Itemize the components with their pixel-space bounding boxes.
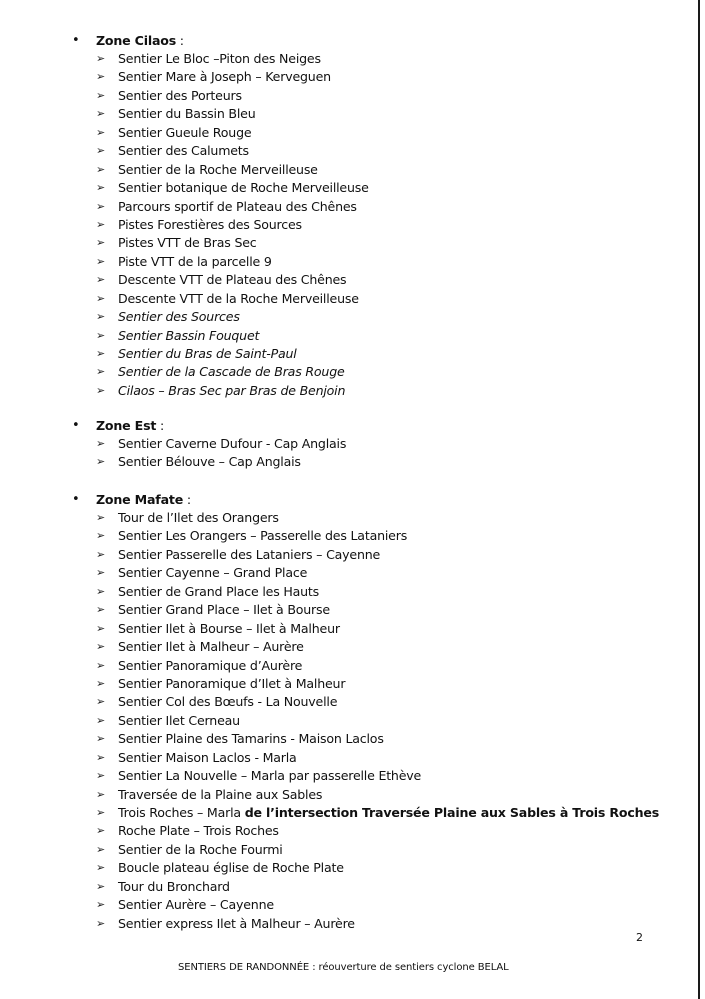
- arrow-bullet-icon: ➢: [96, 70, 106, 84]
- list-item: ➢ Cilaos – Bras Sec par Bras de Benjoin: [0, 382, 690, 400]
- zone-heading: [0, 490, 690, 509]
- list-item: ➢ Sentier Plaine des Tamarins - Maison Laclos: [0, 730, 690, 748]
- list-item: ➢ Sentier des Sources: [0, 308, 690, 326]
- arrow-bullet-icon: ➢: [96, 437, 106, 450]
- list-item: ➢ Sentier Bélouve – Cap Anglais: [0, 453, 690, 471]
- arrow-bullet-icon: ➢: [96, 273, 106, 287]
- list-item: ➢ Sentier La Nouvelle – Marla par passerelle Ethève: [0, 767, 690, 785]
- zone-title: Zone Mafate :: [96, 492, 191, 507]
- arrow-bullet-icon: ➢: [96, 695, 106, 709]
- arrow-bullet-icon: ➢: [96, 879, 106, 893]
- bold-annotation: de l’intersection Traversée Plaine aux Sables à Trois Roches: [244, 805, 659, 820]
- arrow-bullet-icon: ➢: [96, 842, 106, 856]
- arrow-bullet-icon: ➢: [96, 787, 106, 801]
- arrow-bullet-icon: ➢: [96, 107, 106, 121]
- list-item: ➢ Sentier de la Roche Merveilleuse: [0, 161, 690, 179]
- list-item: ➢ Sentier Ilet Cerneau: [0, 712, 690, 730]
- zone-cilaos: [0, 31, 690, 400]
- arrow-bullet-icon: ➢: [96, 455, 106, 469]
- list-item: ➢ Trois Roches – Marla de l’intersection Traversée Plaine aux Sables à Trois Roches: [0, 804, 690, 822]
- bullet-icon: •: [72, 418, 80, 433]
- arrow-bullet-icon: ➢: [96, 769, 106, 783]
- list-item: ➢ Sentier des Calumets: [0, 142, 690, 160]
- arrow-bullet-icon: ➢: [96, 584, 106, 598]
- list-item: ➢ Sentier de la Cascade de Bras Rouge: [0, 363, 690, 381]
- arrow-bullet-icon: ➢: [96, 236, 106, 250]
- arrow-bullet-icon: ➢: [96, 383, 106, 397]
- list-item: ➢ Pistes Forestières des Sources: [0, 216, 690, 234]
- arrow-bullet-icon: ➢: [96, 291, 106, 305]
- arrow-bullet-icon: ➢: [96, 144, 106, 158]
- zone-title: Zone Est :: [96, 418, 165, 433]
- arrow-bullet-icon: ➢: [96, 603, 106, 617]
- arrow-bullet-icon: ➢: [96, 529, 106, 543]
- list-item: ➢ Sentier Les Orangers – Passerelle des Lataniers: [0, 527, 690, 545]
- bullet-icon: •: [72, 33, 80, 48]
- arrow-bullet-icon: ➢: [96, 658, 106, 672]
- list-item: ➢ Traversée de la Plaine aux Sables: [0, 786, 690, 804]
- list-item: ➢ Descente VTT de la Roche Merveilleuse: [0, 290, 690, 308]
- arrow-bullet-icon: ➢: [96, 676, 106, 690]
- list-item: ➢ Sentier Cayenne – Grand Place: [0, 564, 690, 582]
- list-item: ➢ Pistes VTT de Bras Sec: [0, 234, 690, 252]
- arrow-bullet-icon: ➢: [96, 511, 106, 524]
- list-item: ➢ Sentier Panoramique d’Ilet à Malheur: [0, 675, 690, 693]
- list-item: ➢ Piste VTT de la parcelle 9: [0, 253, 690, 271]
- zone-heading: [0, 31, 690, 50]
- page-number: 2: [636, 931, 643, 944]
- arrow-bullet-icon: ➢: [96, 125, 106, 139]
- list-item: ➢ Sentier des Porteurs: [0, 87, 690, 105]
- arrow-bullet-icon: ➢: [96, 824, 106, 838]
- arrow-bullet-icon: ➢: [96, 732, 106, 746]
- arrow-bullet-icon: ➢: [96, 181, 106, 195]
- list-item: ➢ Sentier Maison Laclos - Marla: [0, 749, 690, 767]
- list-item: ➢ Roche Plate – Trois Roches: [0, 822, 690, 840]
- list-item: ➢ Sentier Panoramique d’Aurère: [0, 657, 690, 675]
- arrow-bullet-icon: ➢: [96, 640, 106, 654]
- list-item: ➢ Sentier Ilet à Bourse – Ilet à Malheur: [0, 620, 690, 638]
- bullet-icon: •: [72, 492, 80, 507]
- arrow-bullet-icon: ➢: [96, 806, 106, 819]
- arrow-bullet-icon: ➢: [96, 861, 106, 875]
- arrow-bullet-icon: ➢: [96, 547, 106, 561]
- list-item: ➢ Parcours sportif de Plateau des Chênes: [0, 198, 690, 216]
- arrow-bullet-icon: ➢: [96, 254, 106, 268]
- arrow-bullet-icon: ➢: [96, 898, 106, 912]
- arrow-bullet-icon: ➢: [96, 217, 106, 231]
- zone-heading: [0, 416, 690, 435]
- trail-list: [0, 50, 690, 400]
- arrow-bullet-icon: ➢: [96, 916, 106, 930]
- list-item: ➢ Sentier du Bras de Saint-Paul: [0, 345, 690, 363]
- list-item: ➢ Sentier Le Bloc –Piton des Neiges: [0, 50, 690, 68]
- arrow-bullet-icon: ➢: [96, 199, 106, 213]
- list-item: ➢ Sentier Aurère – Cayenne: [0, 896, 690, 914]
- zone-est: [0, 416, 690, 472]
- zone-mafate: [0, 490, 690, 933]
- list-item: ➢ Sentier Mare à Joseph – Kerveguen: [0, 68, 690, 86]
- zone-title: Zone Cilaos :: [96, 33, 184, 48]
- arrow-bullet-icon: ➢: [96, 310, 106, 324]
- trail-list: [0, 509, 690, 933]
- arrow-bullet-icon: ➢: [96, 713, 106, 727]
- list-item: ➢ Sentier Grand Place – Ilet à Bourse: [0, 601, 690, 619]
- page-footer: SENTIERS DE RANDONNÉE : réouverture de sentiers cyclone BELAL: [178, 962, 509, 973]
- list-item: ➢ Sentier Gueule Rouge: [0, 124, 690, 142]
- list-item: ➢ Descente VTT de Plateau des Chênes: [0, 271, 690, 289]
- arrow-bullet-icon: ➢: [96, 52, 106, 65]
- list-item: ➢ Tour de l’Ilet des Orangers: [0, 509, 690, 527]
- list-item: ➢ Sentier Passerelle des Lataniers – Cayenne: [0, 546, 690, 564]
- trail-list: [0, 435, 690, 472]
- list-item: ➢ Boucle plateau église de Roche Plate: [0, 859, 690, 877]
- list-item: ➢ Sentier express Ilet à Malheur – Aurère: [0, 915, 690, 933]
- arrow-bullet-icon: ➢: [96, 621, 106, 635]
- list-item: ➢ Sentier de Grand Place les Hauts: [0, 583, 690, 601]
- list-item: ➢ Tour du Bronchard: [0, 878, 690, 896]
- arrow-bullet-icon: ➢: [96, 88, 106, 102]
- list-item: ➢ Sentier Caverne Dufour - Cap Anglais: [0, 435, 690, 453]
- list-item: ➢ Sentier du Bassin Bleu: [0, 105, 690, 123]
- arrow-bullet-icon: ➢: [96, 566, 106, 580]
- list-item: ➢ Sentier Bassin Fouquet: [0, 327, 690, 345]
- arrow-bullet-icon: ➢: [96, 347, 106, 360]
- arrow-bullet-icon: ➢: [96, 365, 106, 379]
- arrow-bullet-icon: ➢: [96, 328, 106, 342]
- list-item: ➢ Sentier Ilet à Malheur – Aurère: [0, 638, 690, 656]
- list-item: ➢ Sentier botanique de Roche Merveilleuse: [0, 179, 690, 197]
- page-edge-border: [698, 0, 700, 999]
- arrow-bullet-icon: ➢: [96, 750, 106, 764]
- list-item: ➢ Sentier Col des Bœufs - La Nouvelle: [0, 693, 690, 711]
- arrow-bullet-icon: ➢: [96, 162, 106, 176]
- list-item: ➢ Sentier de la Roche Fourmi: [0, 841, 690, 859]
